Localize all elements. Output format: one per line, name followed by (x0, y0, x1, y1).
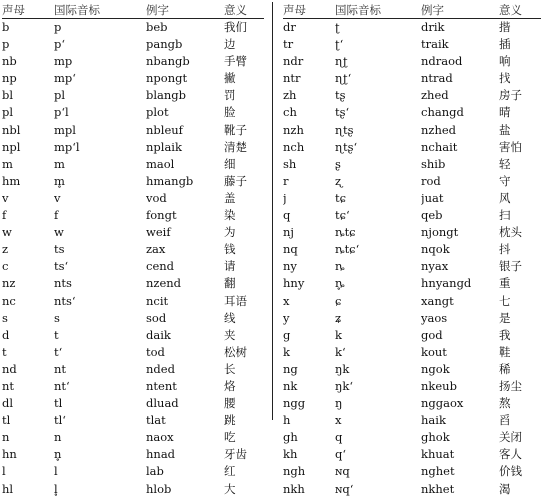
table-row (2, 412, 264, 429)
cell-example: ncit (146, 293, 169, 308)
table-row (283, 310, 541, 327)
cell-initial: nbl (2, 122, 21, 137)
table-row (2, 19, 264, 37)
cell-example: zhed (421, 88, 449, 103)
table-row (2, 156, 264, 173)
cell-ipa: ʐ (335, 173, 342, 188)
cell-example: plot (146, 105, 169, 120)
cell-initial: k (283, 344, 290, 359)
cell-ipa: mpʻl (54, 139, 80, 154)
table-row (2, 361, 264, 378)
header-meaning: 意义 (499, 2, 541, 19)
cell-initial: tl (2, 413, 11, 428)
table-row (2, 122, 264, 139)
cell-meaning: 是 (499, 310, 511, 325)
cell-example: nplaik (146, 139, 182, 154)
cell-example: weif (146, 225, 171, 240)
cell-ipa: p (54, 20, 62, 34)
cell-meaning: 守 (499, 173, 511, 188)
cell-meaning: 烙 (224, 378, 236, 393)
cell-example: nghet (421, 464, 455, 479)
cell-initial: l (2, 464, 6, 479)
cell-ipa: ȵ̥ (335, 276, 345, 291)
cell-example: yaos (421, 310, 448, 325)
cell-initial: gh (283, 430, 298, 445)
table-row (283, 104, 541, 121)
cell-initial: ndr (283, 54, 304, 69)
cell-meaning: 价钱 (499, 464, 522, 479)
cell-example: kout (421, 344, 447, 359)
cell-meaning: 吃 (224, 430, 236, 445)
left-table-section (2, 2, 264, 498)
cell-meaning: 晴 (499, 105, 511, 120)
table-row (283, 241, 541, 258)
cell-ipa: v (54, 190, 61, 205)
cell-example: vod (146, 190, 167, 205)
column-divider (272, 2, 273, 420)
cell-meaning: 细 (224, 156, 236, 171)
cell-ipa: q (335, 430, 343, 445)
cell-ipa: k (335, 327, 342, 342)
header-meaning: 意义 (224, 2, 264, 19)
cell-initial: nb (2, 54, 17, 69)
cell-example: nzhed (421, 122, 457, 137)
cell-example: beb (146, 20, 168, 34)
cell-initial: nkh (283, 481, 305, 496)
cell-ipa: nt (54, 361, 67, 376)
cell-meaning: 插 (499, 37, 511, 52)
cell-example: ntent (146, 378, 177, 393)
cell-initial: z (2, 242, 9, 257)
cell-meaning: 扬尘 (499, 378, 522, 393)
table-row (283, 327, 541, 344)
cell-example: blangb (146, 88, 187, 103)
cell-ipa: tl (54, 396, 63, 411)
table-row (283, 293, 541, 310)
cell-ipa: l (54, 464, 58, 479)
table-row (2, 378, 264, 395)
cell-meaning: 请 (224, 259, 236, 274)
cell-example: daik (146, 327, 171, 342)
cell-initial: nq (283, 242, 298, 257)
table-row (283, 19, 541, 37)
cell-example: nyax (421, 259, 449, 274)
cell-example: cend (146, 259, 175, 274)
cell-initial: kh (283, 447, 298, 462)
cell-example: ndraod (421, 54, 463, 69)
cell-example: rod (421, 173, 441, 188)
cell-meaning: 重 (499, 276, 511, 291)
cell-meaning: 舀 (499, 413, 511, 428)
table-row (2, 241, 264, 258)
header-example: 例字 (421, 2, 499, 19)
right-initials-table (283, 2, 541, 498)
table-row (283, 173, 541, 190)
cell-initial: b (2, 20, 10, 34)
cell-ipa: t (54, 327, 59, 342)
cell-example: nkhet (421, 481, 455, 496)
cell-initial: f (2, 208, 7, 223)
cell-ipa: ŋkʻ (335, 378, 354, 393)
cell-ipa: x (335, 413, 342, 428)
table-row (283, 378, 541, 395)
cell-ipa: ɳtʂʻ (335, 139, 358, 154)
cell-meaning: 稀 (499, 361, 511, 376)
cell-meaning: 长 (224, 361, 236, 376)
cell-initial: dr (283, 20, 296, 34)
cell-initial: ny (283, 259, 297, 274)
cell-meaning: 找 (499, 71, 511, 86)
cell-example: nbangb (146, 54, 190, 69)
cell-ipa: m̥ (54, 173, 65, 188)
cell-initial: nz (2, 276, 16, 291)
table-row (283, 139, 541, 156)
cell-ipa: tɕ (335, 190, 347, 205)
cell-initial: q (283, 208, 291, 223)
cell-meaning: 清楚 (224, 139, 247, 154)
cell-meaning: 抖 (499, 242, 511, 257)
cell-ipa: ʈ (335, 20, 340, 34)
table-row (2, 429, 264, 446)
cell-meaning: 跳 (224, 413, 236, 428)
table-row (283, 463, 541, 480)
table-row (283, 53, 541, 70)
table-row (283, 70, 541, 87)
cell-initial: nc (2, 293, 16, 308)
table-row (2, 70, 264, 87)
cell-example: hnad (146, 447, 176, 462)
left-initials-table (2, 2, 264, 498)
cell-meaning: 藤子 (224, 173, 247, 188)
cell-ipa: kʻ (335, 344, 346, 359)
cell-initial: ngh (283, 464, 306, 479)
cell-meaning: 松树 (224, 344, 247, 359)
table-row (283, 36, 541, 53)
cell-ipa: n̥ (54, 447, 62, 462)
cell-example: traik (421, 37, 449, 52)
cell-initial: nd (2, 361, 17, 376)
table-row (2, 327, 264, 344)
cell-meaning: 腰 (224, 396, 236, 411)
cell-initial: d (2, 327, 10, 342)
table-row (2, 463, 264, 480)
cell-meaning: 渴 (499, 481, 511, 496)
table-row (2, 310, 264, 327)
cell-ipa: ɳtʂ (335, 122, 354, 137)
cell-meaning: 大 (224, 481, 236, 496)
cell-ipa: ɴqʻ (335, 481, 354, 496)
cell-initial: r (283, 173, 289, 188)
cell-ipa: w (54, 225, 64, 240)
cell-meaning: 银子 (499, 259, 522, 274)
cell-example: hmangb (146, 173, 194, 188)
cell-meaning: 边 (224, 37, 236, 52)
cell-meaning: 钱 (224, 242, 236, 257)
cell-meaning: 染 (224, 208, 236, 223)
cell-initial: y (283, 310, 290, 325)
cell-example: tod (146, 344, 165, 359)
cell-example: fongt (146, 208, 177, 223)
cell-initial: h (283, 413, 291, 428)
cell-initial: c (2, 259, 9, 274)
cell-ipa: ntsʻ (54, 293, 76, 308)
left-header-row (2, 2, 264, 19)
cell-meaning: 耳语 (224, 293, 247, 308)
table-row (283, 412, 541, 429)
cell-meaning: 害怕 (499, 139, 522, 154)
cell-example: qeb (421, 208, 443, 223)
cell-meaning: 撇 (224, 71, 236, 86)
cell-meaning: 风 (499, 190, 511, 205)
cell-meaning: 夹 (224, 327, 236, 342)
table-row (2, 173, 264, 190)
cell-initial: np (2, 71, 17, 86)
cell-meaning: 红 (224, 464, 236, 479)
cell-ipa: ȵ (335, 259, 345, 274)
table-row (283, 395, 541, 412)
cell-ipa: ȵtɕ (335, 225, 356, 240)
cell-meaning: 为 (224, 225, 236, 240)
cell-ipa: mpl (54, 122, 76, 137)
cell-example: hlob (146, 481, 172, 496)
cell-ipa: mpʻ (54, 71, 76, 86)
cell-ipa: mp (54, 54, 73, 69)
header-initial: 声母 (283, 2, 335, 19)
cell-ipa: n (54, 430, 62, 445)
cell-meaning: 关闭 (499, 430, 522, 445)
cell-example: sod (146, 310, 167, 325)
cell-meaning: 牙齿 (224, 447, 247, 462)
cell-ipa: pl (54, 88, 66, 103)
table-row (2, 104, 264, 121)
cell-example: nzend (146, 276, 182, 291)
table-row (283, 344, 541, 361)
cell-meaning: 枕头 (499, 225, 522, 240)
cell-meaning: 线 (224, 310, 236, 325)
cell-initial: hm (2, 173, 21, 188)
cell-initial: nt (2, 378, 15, 393)
table-row (283, 258, 541, 275)
cell-example: haik (421, 413, 446, 428)
cell-initial: nzh (283, 122, 304, 137)
cell-ipa: ɳʈʻ (335, 71, 352, 86)
cell-initial: ngg (283, 396, 306, 411)
cell-example: dluad (146, 396, 179, 411)
cell-meaning: 七 (499, 293, 511, 308)
cell-example: shib (421, 156, 446, 171)
cell-ipa: tʻ (54, 344, 63, 359)
cell-initial: hny (283, 276, 305, 291)
cell-example: drik (421, 20, 445, 34)
cell-initial: nj (283, 225, 294, 240)
table-row (283, 275, 541, 292)
cell-example: xangt (421, 293, 454, 308)
cell-example: ghok (421, 430, 450, 445)
cell-meaning: 鞋 (499, 344, 511, 359)
table-row (2, 139, 264, 156)
cell-example: naox (146, 430, 174, 445)
cell-example: nggaox (421, 396, 464, 411)
cell-initial: bl (2, 88, 14, 103)
cell-example: tlat (146, 413, 166, 428)
table-row (2, 207, 264, 224)
cell-ipa: ŋ (335, 396, 343, 411)
cell-meaning: 盐 (499, 122, 511, 137)
table-row (2, 481, 264, 498)
cell-ipa: tɕʻ (335, 208, 350, 223)
cell-ipa: tʂʻ (335, 105, 350, 120)
cell-initial: ng (283, 361, 298, 376)
cell-ipa: ʈʻ (335, 37, 344, 52)
cell-initial: dl (2, 396, 14, 411)
cell-example: khuat (421, 447, 455, 462)
cell-example: ngok (421, 361, 450, 376)
cell-example: nchait (421, 139, 458, 154)
cell-ipa: tlʻ (54, 413, 66, 428)
cell-meaning: 我 (499, 327, 511, 342)
cell-ipa: ȵtɕʻ (335, 242, 360, 257)
cell-ipa: ŋk (335, 361, 350, 376)
cell-example: pangb (146, 37, 183, 52)
table-row (283, 87, 541, 104)
cell-meaning: 我们 (224, 20, 247, 34)
cell-initial: pl (2, 105, 14, 120)
cell-ipa: s (54, 310, 60, 325)
cell-meaning: 轻 (499, 156, 511, 171)
table-row (2, 36, 264, 53)
table-row (283, 190, 541, 207)
cell-ipa: m (54, 156, 65, 171)
cell-meaning: 手臂 (224, 54, 247, 69)
cell-ipa: f (54, 208, 59, 223)
cell-ipa: ɳʈ (335, 54, 348, 69)
cell-meaning: 靴子 (224, 122, 247, 137)
cell-meaning: 揩 (499, 20, 511, 34)
cell-example: hnyangd (421, 276, 472, 291)
cell-initial: s (2, 310, 8, 325)
cell-meaning: 罚 (224, 88, 236, 103)
cell-initial: ch (283, 105, 297, 120)
right-header-row (283, 2, 541, 19)
cell-initial: j (283, 190, 287, 205)
cell-example: maol (146, 156, 175, 171)
cell-ipa: tsʻ (54, 259, 69, 274)
cell-initial: t (2, 344, 7, 359)
cell-ipa: ɕ (335, 293, 342, 308)
cell-initial: g (283, 327, 291, 342)
cell-example: njongt (421, 225, 459, 240)
cell-example: zax (146, 242, 166, 257)
table-row (283, 429, 541, 446)
cell-meaning: 熬 (499, 396, 511, 411)
cell-initial: npl (2, 139, 21, 154)
cell-ipa: ɴq (335, 464, 350, 479)
cell-initial: m (2, 156, 13, 171)
header-example: 例字 (146, 2, 224, 19)
right-table-section (283, 2, 541, 498)
table-row (283, 361, 541, 378)
cell-initial: nk (283, 378, 298, 393)
cell-initial: hl (2, 481, 14, 496)
cell-example: nqok (421, 242, 450, 257)
cell-example: nded (146, 361, 175, 376)
table-row (2, 258, 264, 275)
table-row (283, 156, 541, 173)
cell-meaning: 响 (499, 54, 511, 69)
cell-ipa: tʂ (335, 88, 346, 103)
cell-initial: ntr (283, 71, 301, 86)
cell-initial: zh (283, 88, 297, 103)
table-row (283, 224, 541, 241)
table-row (2, 446, 264, 463)
cell-example: juat (421, 190, 444, 205)
table-row (283, 446, 541, 463)
cell-example: ntrad (421, 71, 453, 86)
cell-initial: nch (283, 139, 305, 154)
cell-initial: tr (283, 37, 294, 52)
cell-initial: w (2, 225, 12, 240)
left-table-body (2, 19, 264, 498)
table-row (2, 190, 264, 207)
cell-example: changd (421, 105, 464, 120)
cell-ipa: nts (54, 276, 72, 291)
cell-ipa: l̥ (54, 481, 58, 496)
cell-initial: sh (283, 156, 297, 171)
cell-ipa: pʻl (54, 105, 69, 120)
cell-example: npongt (146, 71, 188, 86)
cell-initial: hn (2, 447, 17, 462)
cell-ipa: ts (54, 242, 65, 257)
cell-initial: v (2, 190, 9, 205)
table-row (2, 53, 264, 70)
cell-meaning: 扫 (499, 208, 511, 223)
table-row (2, 293, 264, 310)
table-row (2, 275, 264, 292)
cell-meaning: 房子 (499, 88, 522, 103)
cell-meaning: 脸 (224, 105, 236, 120)
table-row (2, 87, 264, 104)
cell-ipa: ntʻ (54, 378, 70, 393)
cell-meaning: 盖 (224, 190, 236, 205)
cell-ipa: qʻ (335, 447, 347, 462)
cell-meaning: 客人 (499, 447, 522, 462)
cell-initial: p (2, 37, 10, 52)
header-initial: 声母 (2, 2, 54, 19)
table-row (2, 344, 264, 361)
table-row (2, 395, 264, 412)
table-row (283, 481, 541, 498)
cell-meaning: 翻 (224, 276, 236, 291)
table-row (2, 224, 264, 241)
cell-example: god (421, 327, 443, 342)
header-ipa: 国际音标 (54, 2, 146, 19)
cell-ipa: ʑ (335, 310, 342, 325)
cell-example: nkeub (421, 378, 457, 393)
table-row (283, 122, 541, 139)
header-ipa: 国际音标 (335, 2, 421, 19)
cell-initial: n (2, 430, 10, 445)
cell-initial: x (283, 293, 290, 308)
cell-example: nbleuf (146, 122, 183, 137)
cell-example: lab (146, 464, 164, 479)
table-row (283, 207, 541, 224)
cell-ipa: pʻ (54, 37, 66, 52)
cell-ipa: ʂ (335, 156, 341, 171)
right-table-body (283, 19, 541, 498)
